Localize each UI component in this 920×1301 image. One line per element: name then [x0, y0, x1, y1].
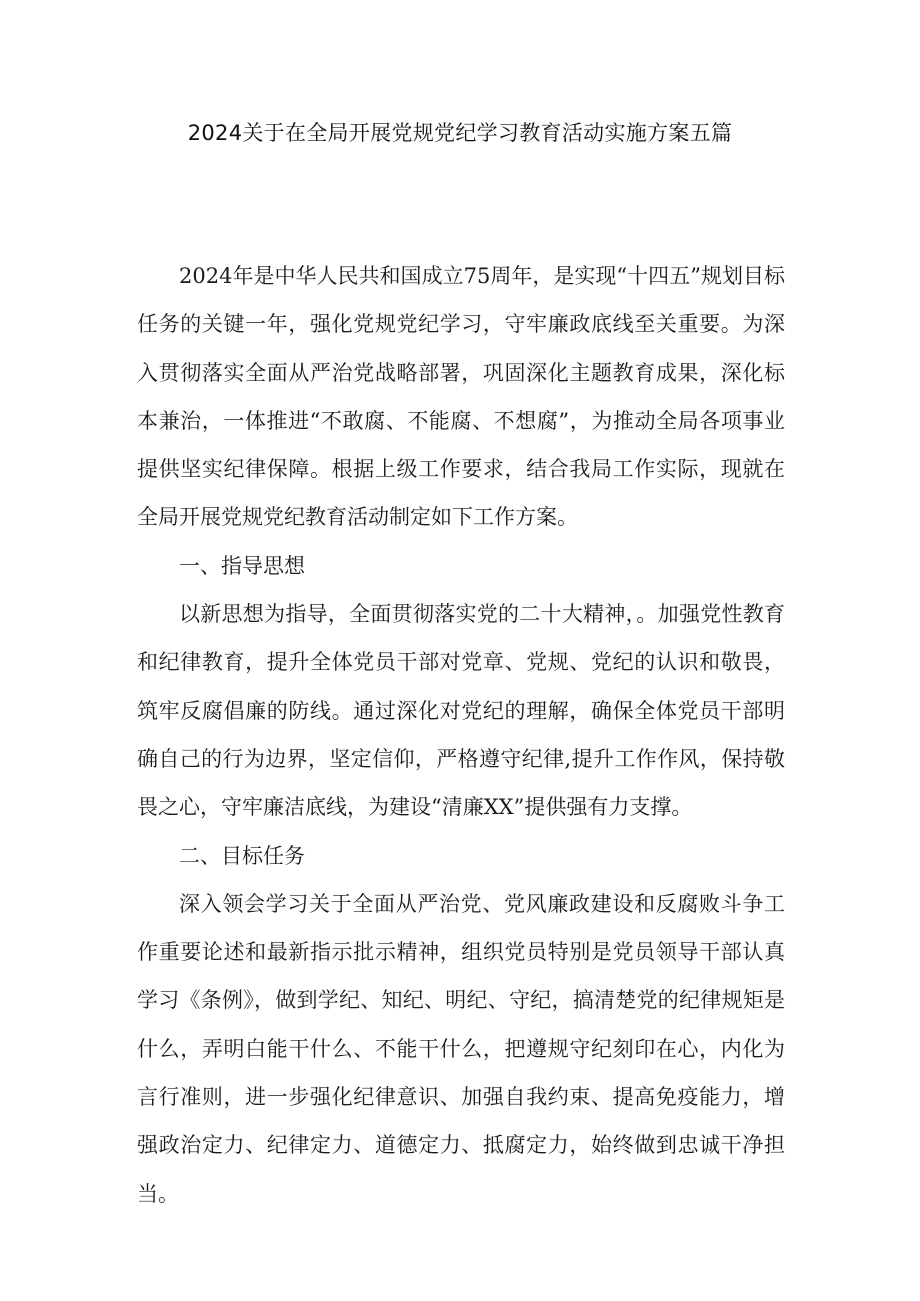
section-heading-guiding-thought: 一、指导思想 [179, 553, 305, 578]
intro-paragraph: 2024年是中华人民共和国成立75周年，是实现“十四五”规划目标任务的关键一年，强化党规党纪学习，守牢廉政底线至关重要。为深入贯彻落实全面从严治党战略部署，巩固深化主题教育成果，深化标本兼治，一体推进“不敢腐、不能腐、不想腐”，为推动全局各项事业提供坚实纪律保障。根据上级工作要求，结合我局工作实际，现就在全局开展党规党纪教育活动制定如下工作方案。 [137, 264, 785, 530]
goals-paragraph: 深入领会学习关于全面从严治党、党风廉政建设和反腐败斗争工作重要论述和最新指示批示精神，组织党员特别是党员领导干部认真学习《条例》，做到学纪、知纪、明纪、守纪，搞清楚党的纪律规矩是什么，弄明白能干什么、不能干什么，把遵规守纪刻印在心，内化为言行准则，进一步强化纪律意识、加强自我约束、提高免疫能力，增强政治定力、纪律定力、道德定力、抵腐定力，始终做到忠诚干净担当。 [137, 891, 785, 1206]
document-title: 2024关于在全局开展党规党纪学习教育活动实施方案五篇 [187, 121, 733, 145]
guiding-thought-paragraph: 以新思想为指导，全面贯彻落实党的二十大精神，。加强党性教育和纪律教育，提升全体党员干部对党章、党规、党纪的认识和敬畏，筑牢反腐倡廉的防线。通过深化对党纪的理解，确保全体党员干部明确自己的行为边界，坚定信仰，严格遵守纪律,提升工作作风，保持敬畏之心，守牢廉洁底线，为建设“清廉XX”提供强有力支撑。 [137, 602, 785, 820]
document-body [137, 252, 785, 1218]
section-heading-goals: 二、目标任务 [179, 843, 305, 868]
